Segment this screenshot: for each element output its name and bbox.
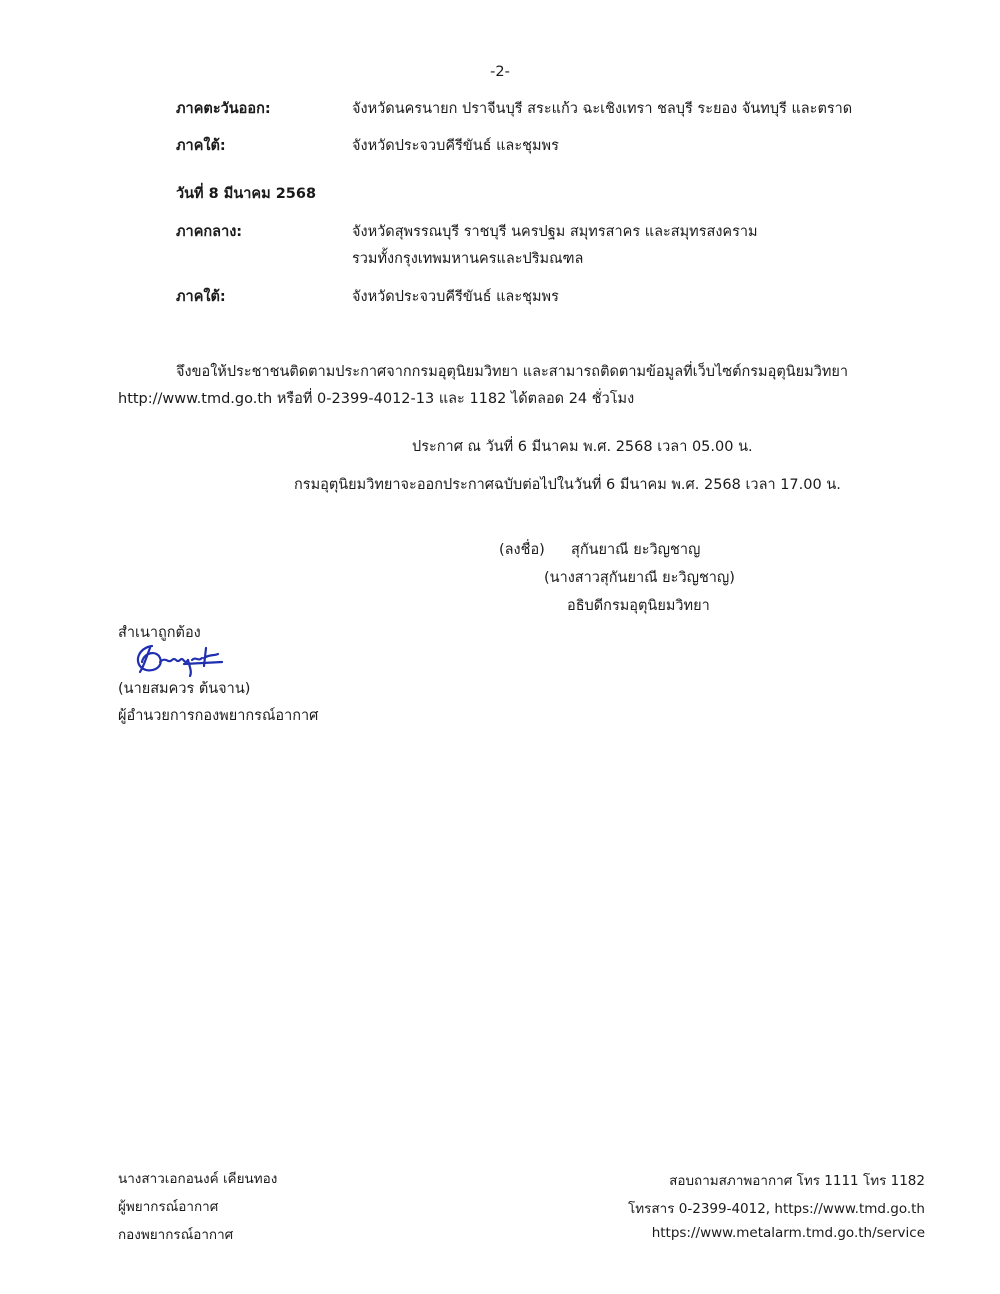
- closing-line1: จึงขอให้ประชาชนติดตามประกาศจากกรมอุตุนิยมวิทยา และสามารถติดตามข้อมูลที่เว็บไซต์กรมอุตุนิยมวิทยา: [176, 364, 849, 380]
- region-label-south-2: ภาคใต้:: [176, 289, 226, 305]
- signed-name: สุกันยาณี ยะวิญชาญ: [571, 542, 701, 558]
- handwritten-signature: [130, 640, 230, 680]
- footer-right-line3: https://www.metalarm.tmd.go.th/service: [651, 1225, 925, 1241]
- footer-left-line3: กองพยากรณ์อากาศ: [118, 1227, 234, 1243]
- region-label-central: ภาคกลาง:: [176, 224, 243, 240]
- region-provinces-central-line2: รวมทั้งกรุงเทพมหานครและปริมณฑล: [352, 251, 584, 267]
- footer-right-line1: สอบถามสภาพอากาศ โทร 1111 โทร 1182: [669, 1173, 925, 1189]
- region-label-south-1: ภาคใต้:: [176, 138, 226, 154]
- footer-left-line1: นางสาวเอกอนงค์ เคียนทอง: [118, 1171, 278, 1187]
- region-provinces-central-line1: จังหวัดสุพรรณบุรี ราชบุรี นครปฐม สมุทรสาคร และสมุทรสงคราม: [352, 224, 758, 240]
- signer-position: อธิบดีกรมอุตุนิยมวิทยา: [567, 598, 710, 614]
- signer-full-name: (นางสาวสุกันยาณี ยะวิญชาญ): [544, 570, 735, 586]
- footer-left-line2: ผู้พยากรณ์อากาศ: [118, 1199, 219, 1215]
- next-announce: กรมอุตุนิยมวิทยาจะออกประกาศฉบับต่อไปในวันที่ 6 มีนาคม พ.ศ. 2568 เวลา 17.00 น.: [294, 477, 841, 493]
- closing-line2: http://www.tmd.go.th หรือที่ 0-2399-4012-13 และ 1182 ได้ตลอด 24 ชั่วโมง: [118, 391, 635, 407]
- date-heading: วันที่ 8 มีนาคม 2568: [176, 186, 317, 202]
- region-label-east: ภาคตะวันออก:: [176, 101, 271, 117]
- certified-name: (นายสมควร ต้นจาน): [118, 681, 251, 697]
- region-provinces-south-1: จังหวัดประจวบคีรีขันธ์ และชุมพร: [352, 138, 559, 154]
- region-provinces-east: จังหวัดนครนายก ปราจีนบุรี สระแก้ว ฉะเชิงเทรา ชลบุรี ระยอง จันทบุรี และตราด: [352, 101, 853, 117]
- region-provinces-south-2: จังหวัดประจวบคีรีขันธ์ และชุมพร: [352, 289, 559, 305]
- certified-position: ผู้อำนวยการกองพยากรณ์อากาศ: [118, 708, 319, 724]
- announce-date: ประกาศ ณ วันที่ 6 มีนาคม พ.ศ. 2568 เวลา 05.00 น.: [412, 439, 753, 455]
- footer-right-line2: โทรสาร 0-2399-4012, https://www.tmd.go.th: [628, 1201, 925, 1217]
- page-number: -2-: [490, 64, 510, 80]
- certified-label: สำเนาถูกต้อง: [118, 625, 201, 641]
- signed-label: (ลงชื่อ): [499, 542, 545, 558]
